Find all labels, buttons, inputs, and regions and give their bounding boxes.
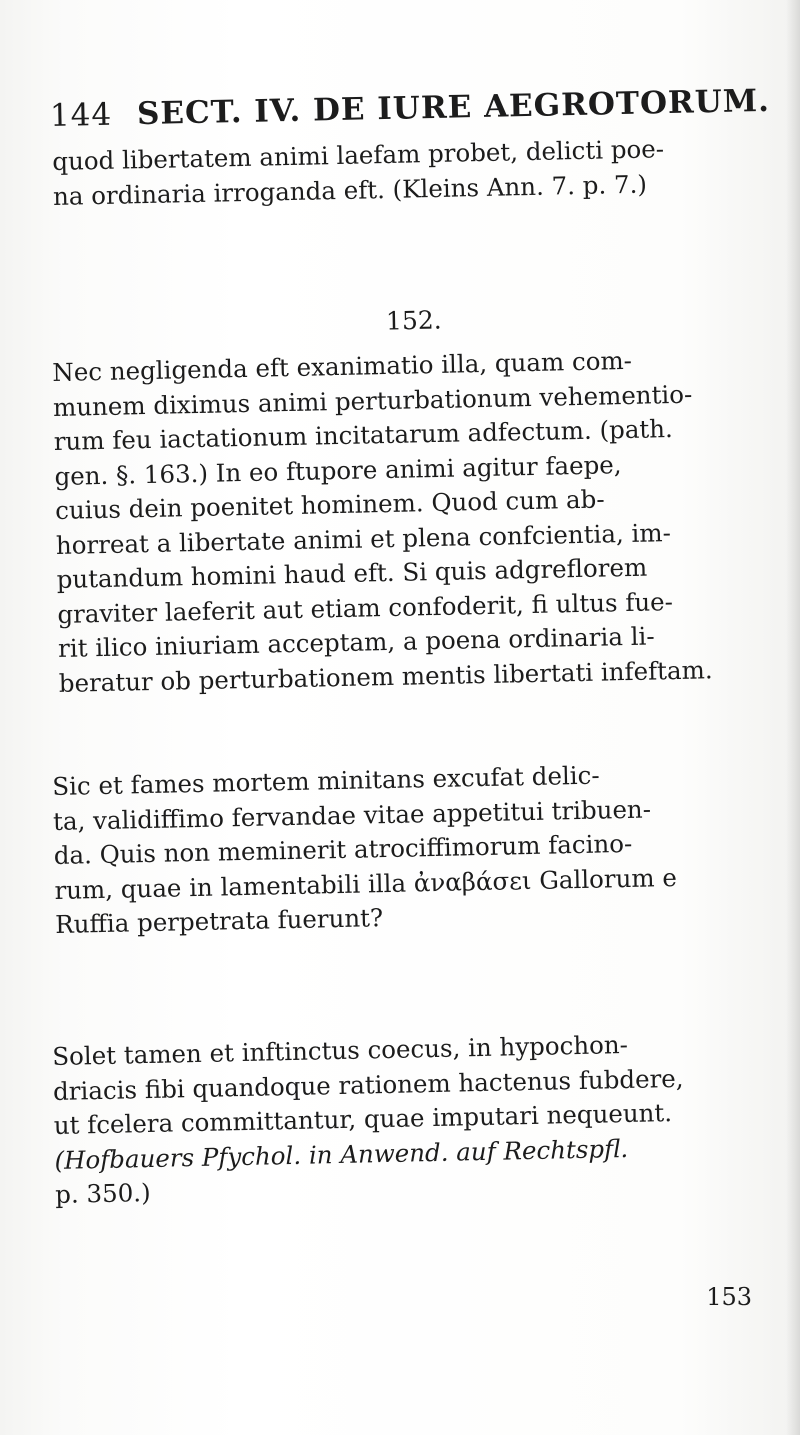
paragraph-fames [52, 756, 745, 943]
running-title: SECT. IV. DE IURE AEGROTORUM. [136, 82, 771, 133]
text-line: ut fcelera committantur, quae imputari nequeunt. [53, 1098, 673, 1140]
text-line: Solet tamen et inftinctus coecus, in hypochon- [52, 1029, 629, 1071]
catchword: 153 [706, 1283, 752, 1311]
text-line: putandum homini haud eft. Si quis adgreflorem [56, 552, 648, 594]
text-line-citation: (Hofbauers Pfychol. in Anwend. auf Rechtspfl. [54, 1133, 629, 1175]
text-line: ta, validiffimo fervandae vitae appetitui tribuen- [52, 793, 652, 836]
page-number: 144 [49, 96, 113, 134]
text-line: da. Quis non meminerit atrociffimorum facino- [53, 828, 633, 870]
text-line: rum feu iactationum incitatarum adfectum. (path. [53, 414, 674, 456]
text-line: rum, quae in lamentabili illa ἀναβάσει Gallorum e [54, 862, 678, 905]
page-edge-shadow [786, 0, 800, 1435]
paragraph-exanimatio [52, 342, 749, 701]
text-line: p. 350.) [54, 1177, 151, 1209]
text-line: cuius dein poenitet hominem. Quod cum ab- [54, 484, 605, 525]
text-line: rit ilico iniuriam acceptam, a poena ordinaria li- [57, 621, 655, 663]
text-line: Sic et fames mortem minitans excufat delic- [52, 760, 600, 801]
section-number: 152. [385, 305, 442, 336]
text-line: beratur ob perturbationem mentis libertati infeftam. [58, 654, 713, 698]
text-line: gen. §. 163.) In eo ftupore animi agitur faepe, [54, 449, 622, 491]
text-line: quod libertatem animi laefam probet, delicti poe- [52, 134, 665, 176]
text-line: Ruffia perpetrata fuerunt? [54, 903, 384, 939]
paragraph-instinctus [52, 1026, 745, 1213]
text-line: graviter laeferit aut etiam confoderit, fi ultus fue- [57, 586, 674, 629]
text-line: Nec negligenda eft exanimatio illa, quam com- [52, 345, 633, 387]
text-line: munem diximus animi perturbationum vehementio- [52, 379, 693, 422]
running-header [49, 82, 771, 134]
text-line: driacis fibi quandoque rationem hactenus fubdere, [52, 1063, 684, 1106]
text-line: horreat a libertate animi et plena confcientia, im- [55, 517, 672, 560]
text-line: na ordinaria irroganda eft. (Kleins Ann. 7. p. 7.) [52, 169, 648, 211]
intro-paragraph [52, 131, 741, 214]
